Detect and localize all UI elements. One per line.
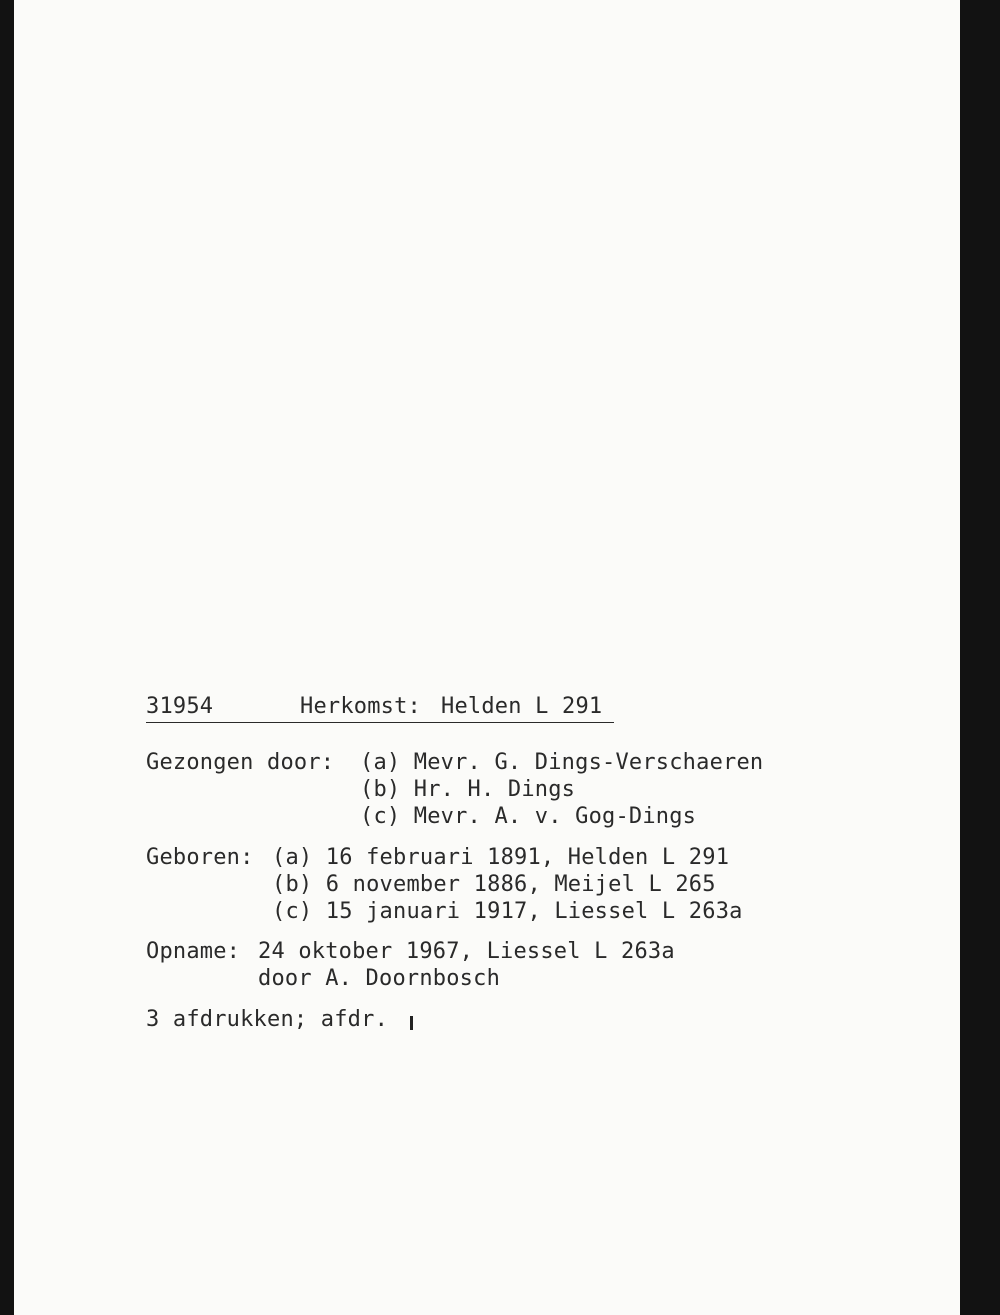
origin-value: Helden L 291 [441, 694, 603, 719]
prints-text: 3 afdrukken; afdr. [146, 1007, 389, 1032]
record-header [146, 694, 614, 723]
born-label: Geboren: [146, 845, 254, 870]
record-number: 31954 [146, 694, 214, 719]
singer-a: (a) Mevr. G. Dings-Verschaeren [360, 750, 764, 775]
recording-label: Opname: [146, 939, 241, 964]
origin-label: Herkomst: [300, 694, 422, 719]
born-b: (b) 6 november 1886, Meijel L 265 [272, 872, 716, 897]
born-c: (c) 15 januari 1917, Liessel L 263a [272, 899, 743, 924]
paper-sheet [14, 0, 960, 1315]
recording-date-place: 24 oktober 1967, Liessel L 263a [258, 939, 675, 964]
singer-c: (c) Mevr. A. v. Gog-Dings [360, 804, 697, 829]
recording-by: door A. Doornbosch [258, 966, 501, 991]
born-a: (a) 16 februari 1891, Helden L 291 [272, 845, 730, 870]
handwritten-mark [410, 1016, 413, 1030]
singer-b: (b) Hr. H. Dings [360, 777, 576, 802]
sung-by-label: Gezongen door: [146, 750, 335, 775]
